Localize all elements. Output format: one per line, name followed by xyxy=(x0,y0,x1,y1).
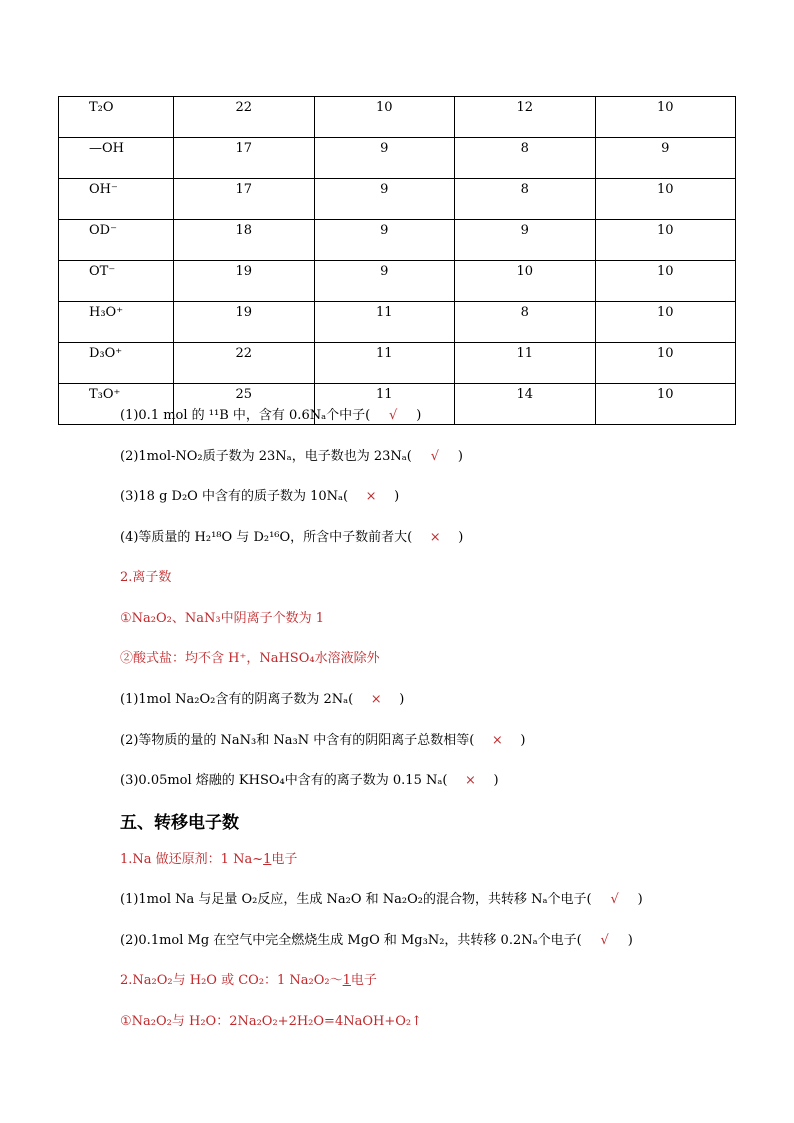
value-cell: 10 xyxy=(595,220,736,261)
value-cell: 9 xyxy=(314,261,455,302)
value-cell: 10 xyxy=(595,261,736,302)
value-cell: 14 xyxy=(455,384,596,425)
particle-count-table xyxy=(58,96,736,425)
value-cell: 9 xyxy=(595,138,736,179)
value-cell: 11 xyxy=(314,384,455,425)
value-cell: 18 xyxy=(174,220,315,261)
cross-mark: × xyxy=(429,530,441,545)
value-cell: 10 xyxy=(595,343,736,384)
question-1: (1)0.1 mol 的 ¹¹B 中，含有 0.6Nₐ个中子( √ ) xyxy=(120,408,422,423)
value-cell: 9 xyxy=(314,138,455,179)
value-cell: 8 xyxy=(455,302,596,343)
na2o2-title: 2.Na₂O₂与 H₂O 或 CO₂：1 Na₂O₂～1电子 xyxy=(120,973,377,988)
question-9: (2)0.1mol Mg 在空气中完全燃烧生成 MgO 和 Mg₃N₂，共转移 0.2Nₐ个电子( √ ) xyxy=(120,933,633,948)
ion-note-2: ②酸式盐：均不含 H⁺，NaHSO₄水溶液除外 xyxy=(120,651,380,666)
value-cell: 11 xyxy=(455,343,596,384)
cross-mark: × xyxy=(365,489,377,504)
species-cell: D₃O⁺ xyxy=(59,343,174,384)
na-reductant-title: 1.Na 做还原剂：1 Na~1电子 xyxy=(120,852,298,867)
species-cell: OT⁻ xyxy=(59,261,174,302)
check-mark: √ xyxy=(610,892,619,907)
value-cell: 22 xyxy=(174,97,315,138)
value-cell: 10 xyxy=(595,97,736,138)
value-cell: 10 xyxy=(595,302,736,343)
value-cell: 10 xyxy=(595,384,736,425)
cross-mark: × xyxy=(370,692,382,707)
check-mark: √ xyxy=(430,449,439,464)
value-cell: 19 xyxy=(174,261,315,302)
value-cell: 10 xyxy=(314,97,455,138)
value-cell: 22 xyxy=(174,343,315,384)
table-row xyxy=(59,220,736,261)
section-heading-5: 五、转移电子数 xyxy=(120,813,239,833)
value-cell: 10 xyxy=(595,179,736,220)
species-cell: OD⁻ xyxy=(59,220,174,261)
value-cell: 9 xyxy=(314,220,455,261)
question-2: (2)1mol-NO₂质子数为 23Nₐ，电子数也为 23Nₐ( √ ) xyxy=(120,449,463,464)
value-cell: 17 xyxy=(174,138,315,179)
check-mark: √ xyxy=(600,933,609,948)
table-row xyxy=(59,97,736,138)
section-ion-count-title: 2.离子数 xyxy=(120,570,172,585)
question-8: (1)1mol Na 与足量 O₂反应，生成 Na₂O 和 Na₂O₂的混合物，共转移 Nₐ个电子( √ ) xyxy=(120,892,643,907)
value-cell: 25 xyxy=(174,384,315,425)
table-row xyxy=(59,138,736,179)
value-cell: 19 xyxy=(174,302,315,343)
ion-note-1: ①Na₂O₂、NaN₃中阴离子个数为 1 xyxy=(120,611,324,626)
value-cell: 8 xyxy=(455,179,596,220)
check-mark: √ xyxy=(389,408,398,423)
table-row xyxy=(59,343,736,384)
species-cell: H₃O⁺ xyxy=(59,302,174,343)
question-4: (4)等质量的 H₂¹⁸O 与 D₂¹⁶O，所含中子数前者大( × ) xyxy=(120,530,464,545)
species-cell: OH⁻ xyxy=(59,179,174,220)
cross-mark: × xyxy=(464,773,476,788)
cross-mark: × xyxy=(491,733,503,748)
value-cell: 17 xyxy=(174,179,315,220)
value-cell: 12 xyxy=(455,97,596,138)
table-row xyxy=(59,179,736,220)
value-cell: 9 xyxy=(455,220,596,261)
question-7: (3)0.05mol 熔融的 KHSO₄中含有的离子数为 0.15 Nₐ( × ) xyxy=(120,773,499,788)
question-5: (1)1mol Na₂O₂含有的阴离子数为 2Nₐ( × ) xyxy=(120,692,405,707)
table-row xyxy=(59,261,736,302)
value-cell: 11 xyxy=(314,343,455,384)
value-cell: 9 xyxy=(314,179,455,220)
species-cell: T₂O xyxy=(59,97,174,138)
value-cell: 10 xyxy=(455,261,596,302)
question-6: (2)等物质的量的 NaN₃和 Na₃N 中含有的阴阳离子总数相等( × ) xyxy=(120,733,526,748)
species-cell: T₃O⁺ xyxy=(59,384,174,425)
na2o2-water-equation: ①Na₂O₂与 H₂O：2Na₂O₂+2H₂O=4NaOH+O₂↑ xyxy=(120,1014,422,1029)
question-3: (3)18 g D₂O 中含有的质子数为 10Nₐ( × ) xyxy=(120,489,400,504)
value-cell: 8 xyxy=(455,138,596,179)
table-row xyxy=(59,302,736,343)
value-cell: 11 xyxy=(314,302,455,343)
species-cell: —OH xyxy=(59,138,174,179)
